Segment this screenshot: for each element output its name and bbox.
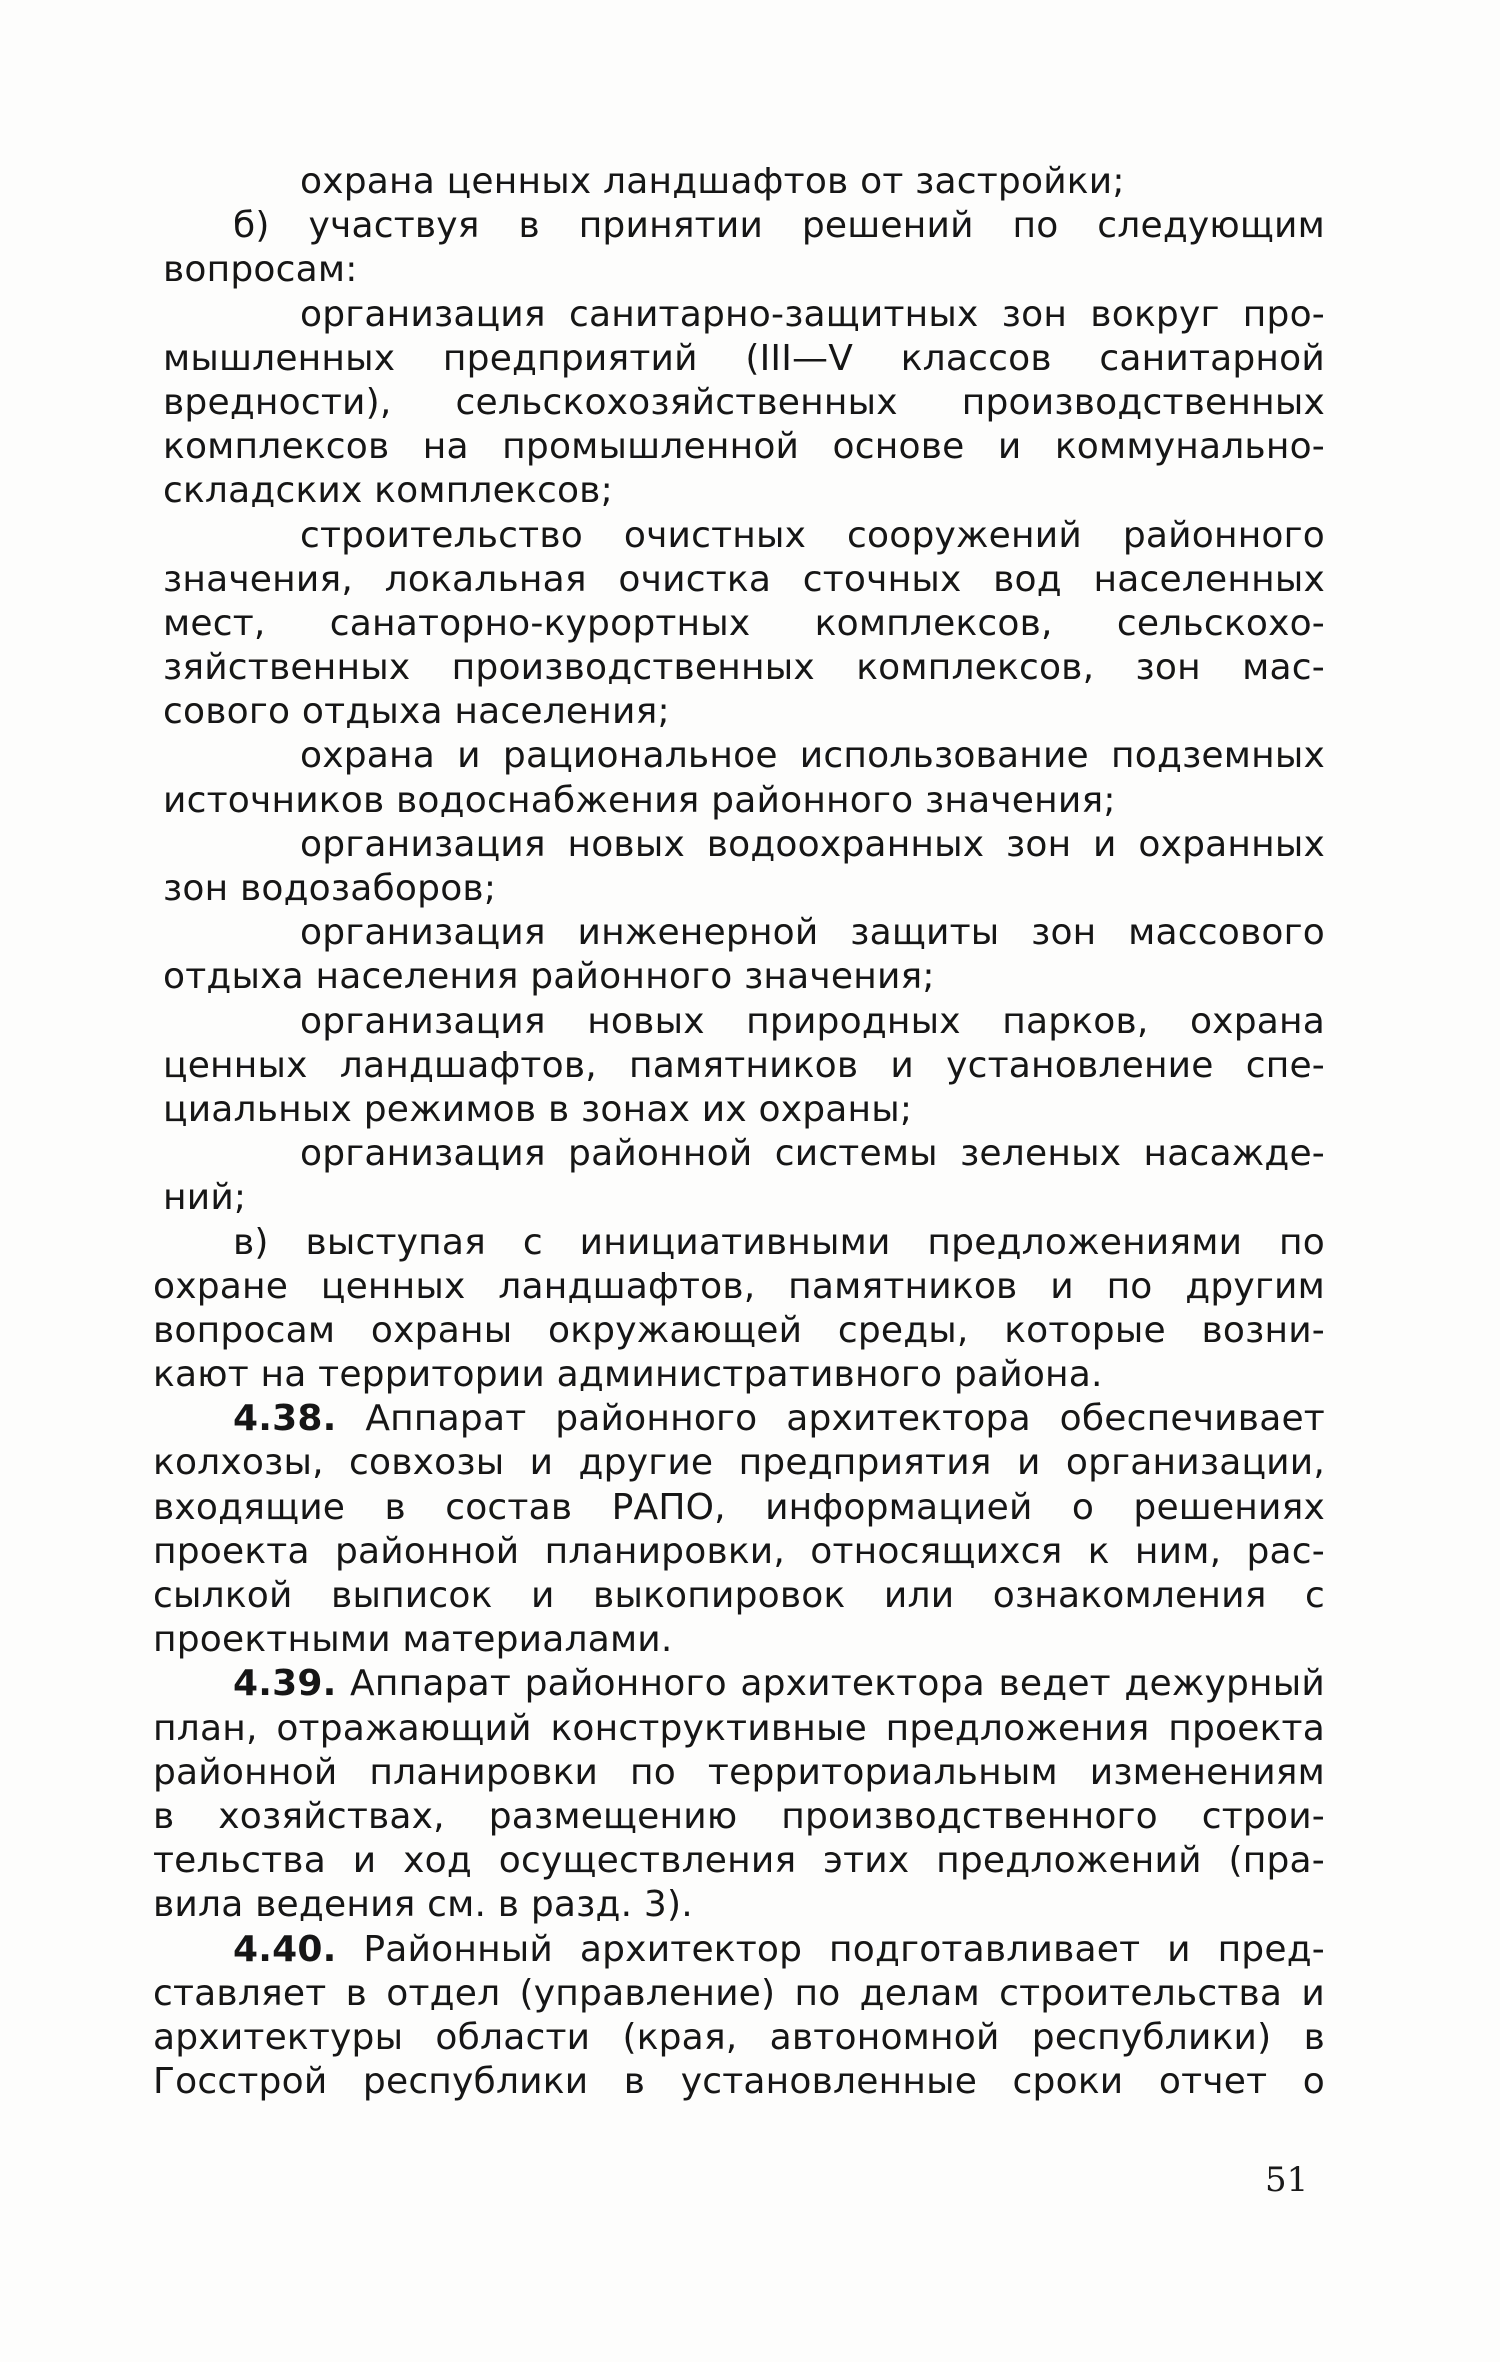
text-line [163,381,1325,425]
text-line [153,1309,1325,1353]
text-line [153,1353,1325,1397]
line-text: организация санитарно-защитных зон вокруг про- [300,293,1325,335]
text-line [153,2060,1325,2104]
text-line [163,293,1325,337]
text-line [163,160,1325,204]
line-text: организация новых водоохранных зон и охранных [300,823,1325,865]
line-text: Аппарат районного архитектора обеспечивает [365,1398,1325,1440]
text-line [163,911,1325,955]
line-text: мест, санаторно-курортных комплексов, сельскохо- [163,602,1325,644]
paragraph-start-line [163,1397,1325,1441]
line-text: архитектуры области (края, автономной республики) в [153,2016,1325,2058]
line-text: колхозы, совхозы и другие предприятия и организации, [153,1442,1325,1484]
section-number: 4.40. [233,1928,337,1970]
text-line [153,1265,1325,1309]
line-text: тельства и ход осуществления этих предложений (пра- [153,1840,1325,1882]
line-text: входящие в состав РАПО, информацией о решениях [153,1486,1325,1528]
text-line [163,602,1325,646]
line-text: проектными материалами. [153,1619,673,1661]
line-text: в) выступая с инициативными предложениями по [233,1221,1325,1263]
line-text: вопросам: [163,249,358,291]
text-line [163,558,1325,602]
text-line [163,955,1325,999]
section-number: 4.39. [233,1663,337,1705]
line-text: складских комплексов; [163,470,613,512]
line-text: организация новых природных парков, охрана [300,1000,1325,1042]
text-line [153,1751,1325,1795]
text-line [163,248,1325,292]
text-line [163,1221,1325,1265]
text-line [163,779,1325,823]
line-text: сылкой выписок и выкопировок или ознакомления с [153,1575,1325,1616]
text-line [163,514,1325,558]
text-line [153,1839,1325,1883]
text-line [153,1486,1325,1530]
line-text: зон водозаборов; [163,868,497,909]
line-text: план, отражающий конструктивные предложения проекта [153,1707,1325,1749]
text-line [153,1530,1325,1574]
line-text: источников водоснабжения районного значения; [163,779,1116,821]
text-line [153,1883,1325,1927]
line-text: отдыха населения районного значения; [163,956,935,998]
paragraph-start-line [163,1662,1325,1706]
line-text: комплексов на промышленной основе и коммунально- [163,426,1325,468]
page-number: 51 [1265,2160,1309,2200]
line-text: сового отдыха населения; [163,691,670,733]
text-line [153,1707,1325,1751]
line-text: циальных режимов в зонах их охраны; [163,1088,913,1130]
text-line [163,204,1325,248]
text-line [163,1176,1325,1220]
line-text: ставляет в отдел (управление) по делам строительства и [153,1972,1325,2014]
body-text [153,160,1325,2104]
text-line [153,2016,1325,2060]
paragraph-start-line [163,1928,1325,1972]
text-line [163,1088,1325,1132]
line-text: значения, локальная очистка сточных вод населенных [163,558,1325,600]
text-line [163,469,1325,513]
text-line [163,1000,1325,1044]
line-text: охрана ценных ландшафтов от застройки; [300,161,1125,202]
line-text: организация инженерной защиты зон массового [300,912,1325,954]
line-text: вопросам охраны окружающей среды, которые возни- [153,1309,1325,1351]
line-text: строительство очистных сооружений районного [300,514,1325,556]
text-line [153,1441,1325,1485]
text-line [163,690,1325,734]
line-text: вила ведения см. в разд. 3). [153,1884,693,1926]
line-text: организация районной системы зеленых насажде- [300,1133,1325,1175]
line-text: зяйственных производственных комплексов, зон мас- [163,647,1325,689]
text-line [153,1795,1325,1839]
text-line [153,1574,1325,1618]
text-line [163,1132,1325,1176]
text-line [163,425,1325,469]
text-line [163,734,1325,778]
text-line [163,646,1325,690]
line-text: ний; [163,1177,247,1219]
line-text: Районный архитектор подготавливает и пред- [363,1928,1325,1970]
line-text: районной планировки по территориальным изменениям [153,1751,1325,1793]
line-text: вредности), сельскохозяйственных производственных [163,381,1325,423]
line-text: охрана и рациональное использование подземных [300,735,1325,777]
line-text: б) участвуя в принятии решений по следующим [233,205,1325,247]
text-line [163,867,1325,911]
line-text: охране ценных ландшафтов, памятников и по другим [153,1265,1325,1307]
line-text: Аппарат районного архитектора ведет дежурный [350,1663,1325,1705]
line-text: ценных ландшафтов, памятников и установление спе- [163,1044,1325,1086]
line-text: проекта районной планировки, относящихся к ним, рас- [153,1530,1325,1572]
text-line [163,823,1325,867]
line-text: кают на территории административного района. [153,1354,1103,1396]
text-line [153,1972,1325,2016]
text-line [163,1044,1325,1088]
text-line [153,1618,1325,1662]
section-number: 4.38. [233,1398,337,1440]
line-text: Госстрой республики в установленные сроки отчет о [153,2061,1325,2103]
line-text: в хозяйствах, размещению производственного строи- [153,1795,1325,1837]
line-text: мышленных предприятий (III—V классов санитарной [163,337,1325,379]
text-line [163,337,1325,381]
